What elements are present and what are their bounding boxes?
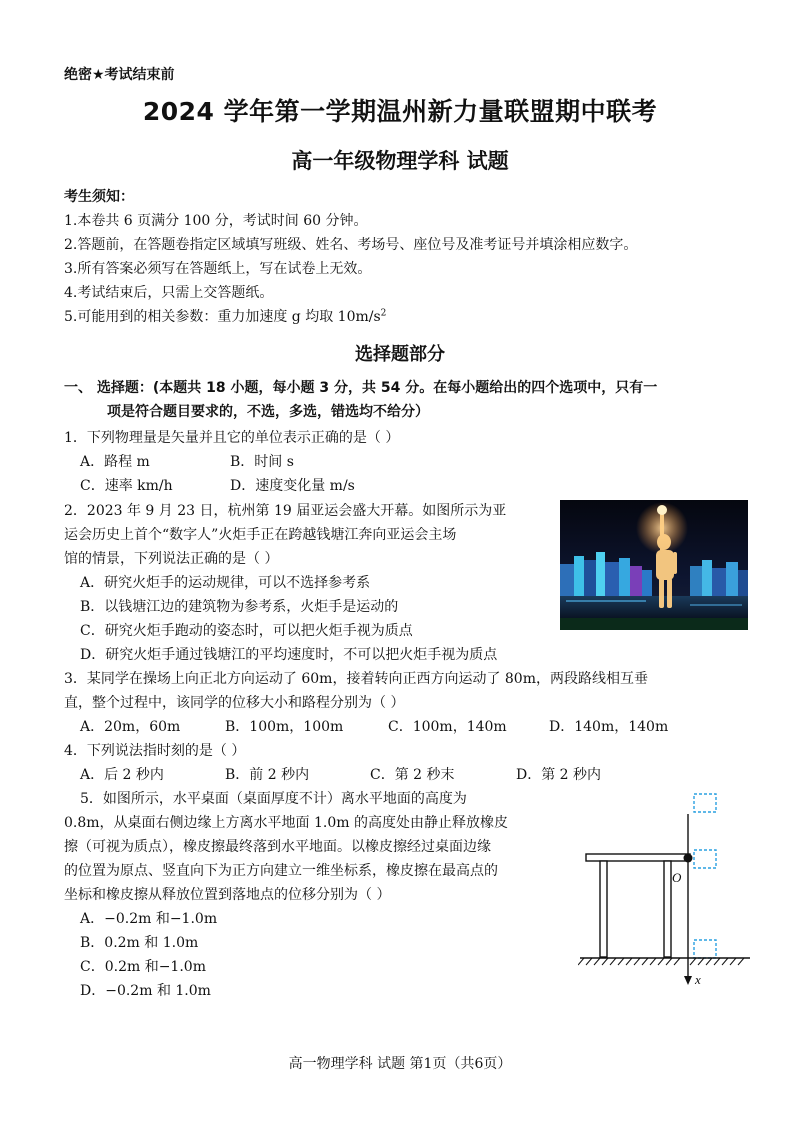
q5-stem-line2: 0.8m，从桌面右侧边缘上方离水平地面 1.0m 的高度处由静止释放橡皮 [64,815,508,831]
q3-option-d: D．140m，140m [549,719,669,735]
eraser-bottom-position [694,940,716,958]
notice-item-2: 2.答题前，在答题卷指定区域填写班级、姓名、考场号、座位号及准考证号并填涂相应数字。 [64,237,638,253]
q2-stem-line1: 2．2023 年 9 月 23 日，杭州第 19 届亚运会盛大开幕。如图所示为亚 [64,503,507,519]
q3-option-c: C．100m，140m [388,719,507,735]
q2-option-c: C．研究火炬手跑动的姿态时，可以把火炬手视为质点 [80,623,413,639]
q5-stem-line4: 的位置为原点、竖直向下为正方向建立一维坐标系，橡皮擦在最高点的 [64,863,498,879]
q5-option-c: C．0.2m 和−1.0m [80,959,206,975]
section-title: 选择题部分 [355,344,445,365]
ground-hatching [578,958,744,965]
q5-stem-line3: 擦（可视为质点），橡皮擦最终落到水平地面。以橡皮擦经过桌面边缘 [64,839,491,855]
notice-item-3: 3.所有答案必须写在答题纸上，写在试卷上无效。 [64,261,372,277]
torchbearer-photo [560,500,748,630]
q4-option-b: B．前 2 秒内 [225,767,310,783]
q1-stem: 1．下列物理量是矢量并且它的单位表示正确的是（ ） [64,430,400,446]
q5-option-a: A．−0.2m 和−1.0m [80,911,218,927]
q5-diagram-figure [578,788,756,988]
torchbearer-photo-illustration [560,500,748,630]
notice-item-5 [64,306,386,326]
part1-heading-line1: 一、 选择题：(本题共 18 小题，每小题 3 分，共 54 分。在每小题给出的四个选项中，只有一 [64,380,658,396]
origin-dot [684,854,693,863]
q3-stem-line2: 直，整个过程中，该同学的位移大小和路程分别为（ ） [64,695,405,711]
q2-option-b: B．以钱塘江边的建筑物为参考系，火炬手是运动的 [80,599,399,615]
q4-stem: 4．下列说法指时刻的是（ ） [64,743,246,759]
exam-subtitle: 高一年级物理学科 试题 [291,149,509,173]
q2-option-a: A．研究火炬手的运动规律，可以不选择参考系 [80,575,371,591]
q1-option-a: A．路程 m [80,454,150,470]
q4-option-c: C．第 2 秒末 [370,767,455,783]
exam-title: 2024 学年第一学期温州新力量联盟期中联考 [142,97,658,126]
axis-label: x [695,972,701,987]
q2-option-d: D．研究火炬手通过钱塘江的平均速度时，不可以把火炬手视为质点 [80,647,498,663]
q1-option-c: C．速率 km/h [80,478,173,494]
q3-option-b: B．100m，100m [225,719,344,735]
notice-item-5-sup: 2 [380,308,387,319]
q5-stem-line5: 坐标和橡皮擦从释放位置到落地点的位移分别为（ ） [64,887,391,903]
secret-mark: 绝密★考试结束前 [64,67,175,83]
q2-stem-line3: 馆的情景，下列说法正确的是（ ） [64,551,279,567]
q5-option-d: D．−0.2m 和 1.0m [80,983,211,999]
notice-item-4: 4.考试结束后，只需上交答题纸。 [64,285,274,301]
table-leg-right [664,861,671,957]
q5-option-b: B．0.2m 和 1.0m [80,935,199,951]
q1-option-d: D．速度变化量 m/s [230,478,355,494]
part1-heading-line2: 项是符合题目要求的，不选，多选，错选均不给分） [107,404,429,420]
origin-label: O [672,870,682,885]
q3-option-a: A．20m，60m [80,719,181,735]
eraser-top-position [694,794,716,812]
q3-stem-line1: 3．某同学在操场上向正北方向运动了 60m，接着转向正西方向运动了 80m，两段路线相互垂 [64,671,648,687]
table-top [586,854,690,861]
notice-heading: 考生须知： [64,189,134,205]
q2-stem-line2: 运会历史上首个“数字人”火炬手正在跨越钱塘江奔向亚运会主场 [64,527,457,543]
q5-diagram [578,788,756,988]
q5-stem-line1: 5．如图所示，水平桌面（桌面厚度不计）离水平地面的高度为 [80,791,467,807]
q4-option-a: A．后 2 秒内 [80,767,164,783]
notice-item-1: 1.本卷共 6 页满分 100 分，考试时间 60 分钟。 [64,213,368,229]
table-leg-left [600,861,607,957]
q4-option-d: D．第 2 秒内 [516,767,602,783]
x-axis-arrow [684,976,692,985]
q1-option-b: B．时间 s [230,454,294,470]
notice-item-5-text: 5.可能用到的相关参数：重力加速度 g 均取 10m/s [64,309,381,325]
page-footer: 高一物理学科 试题 第1页（共6页） [288,1056,512,1072]
eraser-middle-position [694,850,716,868]
